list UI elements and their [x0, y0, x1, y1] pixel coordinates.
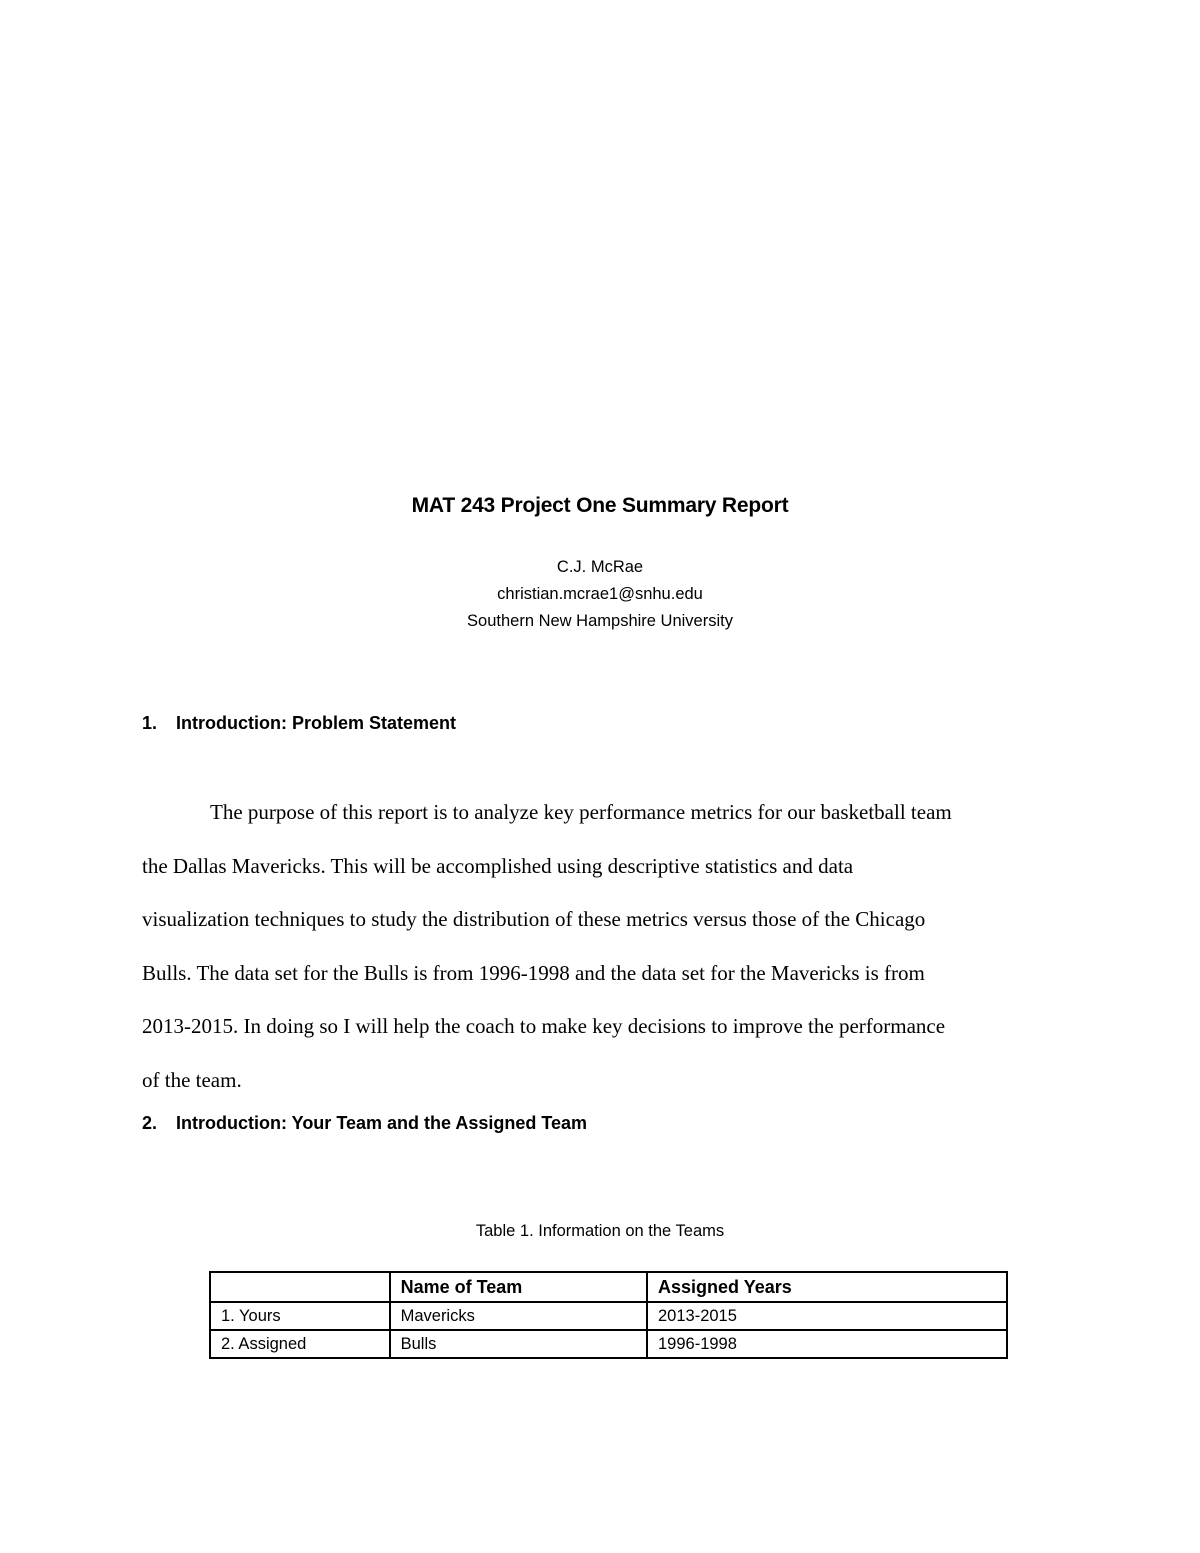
- table-caption: Table 1. Information on the Teams: [475, 1222, 725, 1240]
- author-institution: Southern New Hampshire University: [467, 612, 733, 630]
- table-cell: 2. Assigned: [210, 1330, 390, 1358]
- problem-statement-paragraph: [142, 786, 1047, 1107]
- section-heading-2: [142, 1113, 587, 1134]
- table-row: [210, 1330, 1007, 1358]
- paragraph-line: the Dallas Mavericks. This will be accomplished using descriptive statistics and data: [142, 853, 854, 878]
- table-row: [210, 1302, 1007, 1330]
- section-heading-text: Introduction: Your Team and the Assigned Team: [176, 1113, 588, 1133]
- section-heading-1: [142, 713, 456, 734]
- table-header-row: [210, 1272, 1007, 1302]
- paragraph-line: Bulls. The data set for the Bulls is from 1996-1998 and the data set for the Mavericks is from: [142, 960, 925, 985]
- author-email: christian.mcrae1@snhu.edu: [497, 585, 703, 603]
- table-cell: 2013-2015: [647, 1302, 1007, 1330]
- author-name: C.J. McRae: [556, 558, 644, 576]
- paragraph-line: of the team.: [142, 1067, 242, 1092]
- table-header-cell: Name of Team: [390, 1272, 647, 1302]
- paragraph-line: 2013-2015. In doing so I will help the coach to make key decisions to improve the performance: [142, 1014, 946, 1038]
- table-header-cell: [210, 1272, 390, 1302]
- section-number: 2.: [142, 1113, 158, 1133]
- table-cell: 1996-1998: [647, 1330, 1007, 1358]
- table-cell: 1. Yours: [210, 1302, 390, 1330]
- table-header-cell: Assigned Years: [647, 1272, 1007, 1302]
- section-number: 1.: [142, 713, 158, 733]
- paragraph-line: The purpose of this report is to analyze key performance metrics for our basketball team: [210, 800, 952, 824]
- paragraph-line: visualization techniques to study the distribution of these metrics versus those of the Chicago: [142, 907, 926, 931]
- teams-table: [209, 1271, 1008, 1359]
- report-title: MAT 243 Project One Summary Report: [411, 494, 789, 517]
- table-cell: Mavericks: [390, 1302, 647, 1330]
- section-heading-text: Introduction: Problem Statement: [176, 713, 457, 733]
- author-block: [0, 554, 1200, 635]
- table-cell: Bulls: [390, 1330, 647, 1358]
